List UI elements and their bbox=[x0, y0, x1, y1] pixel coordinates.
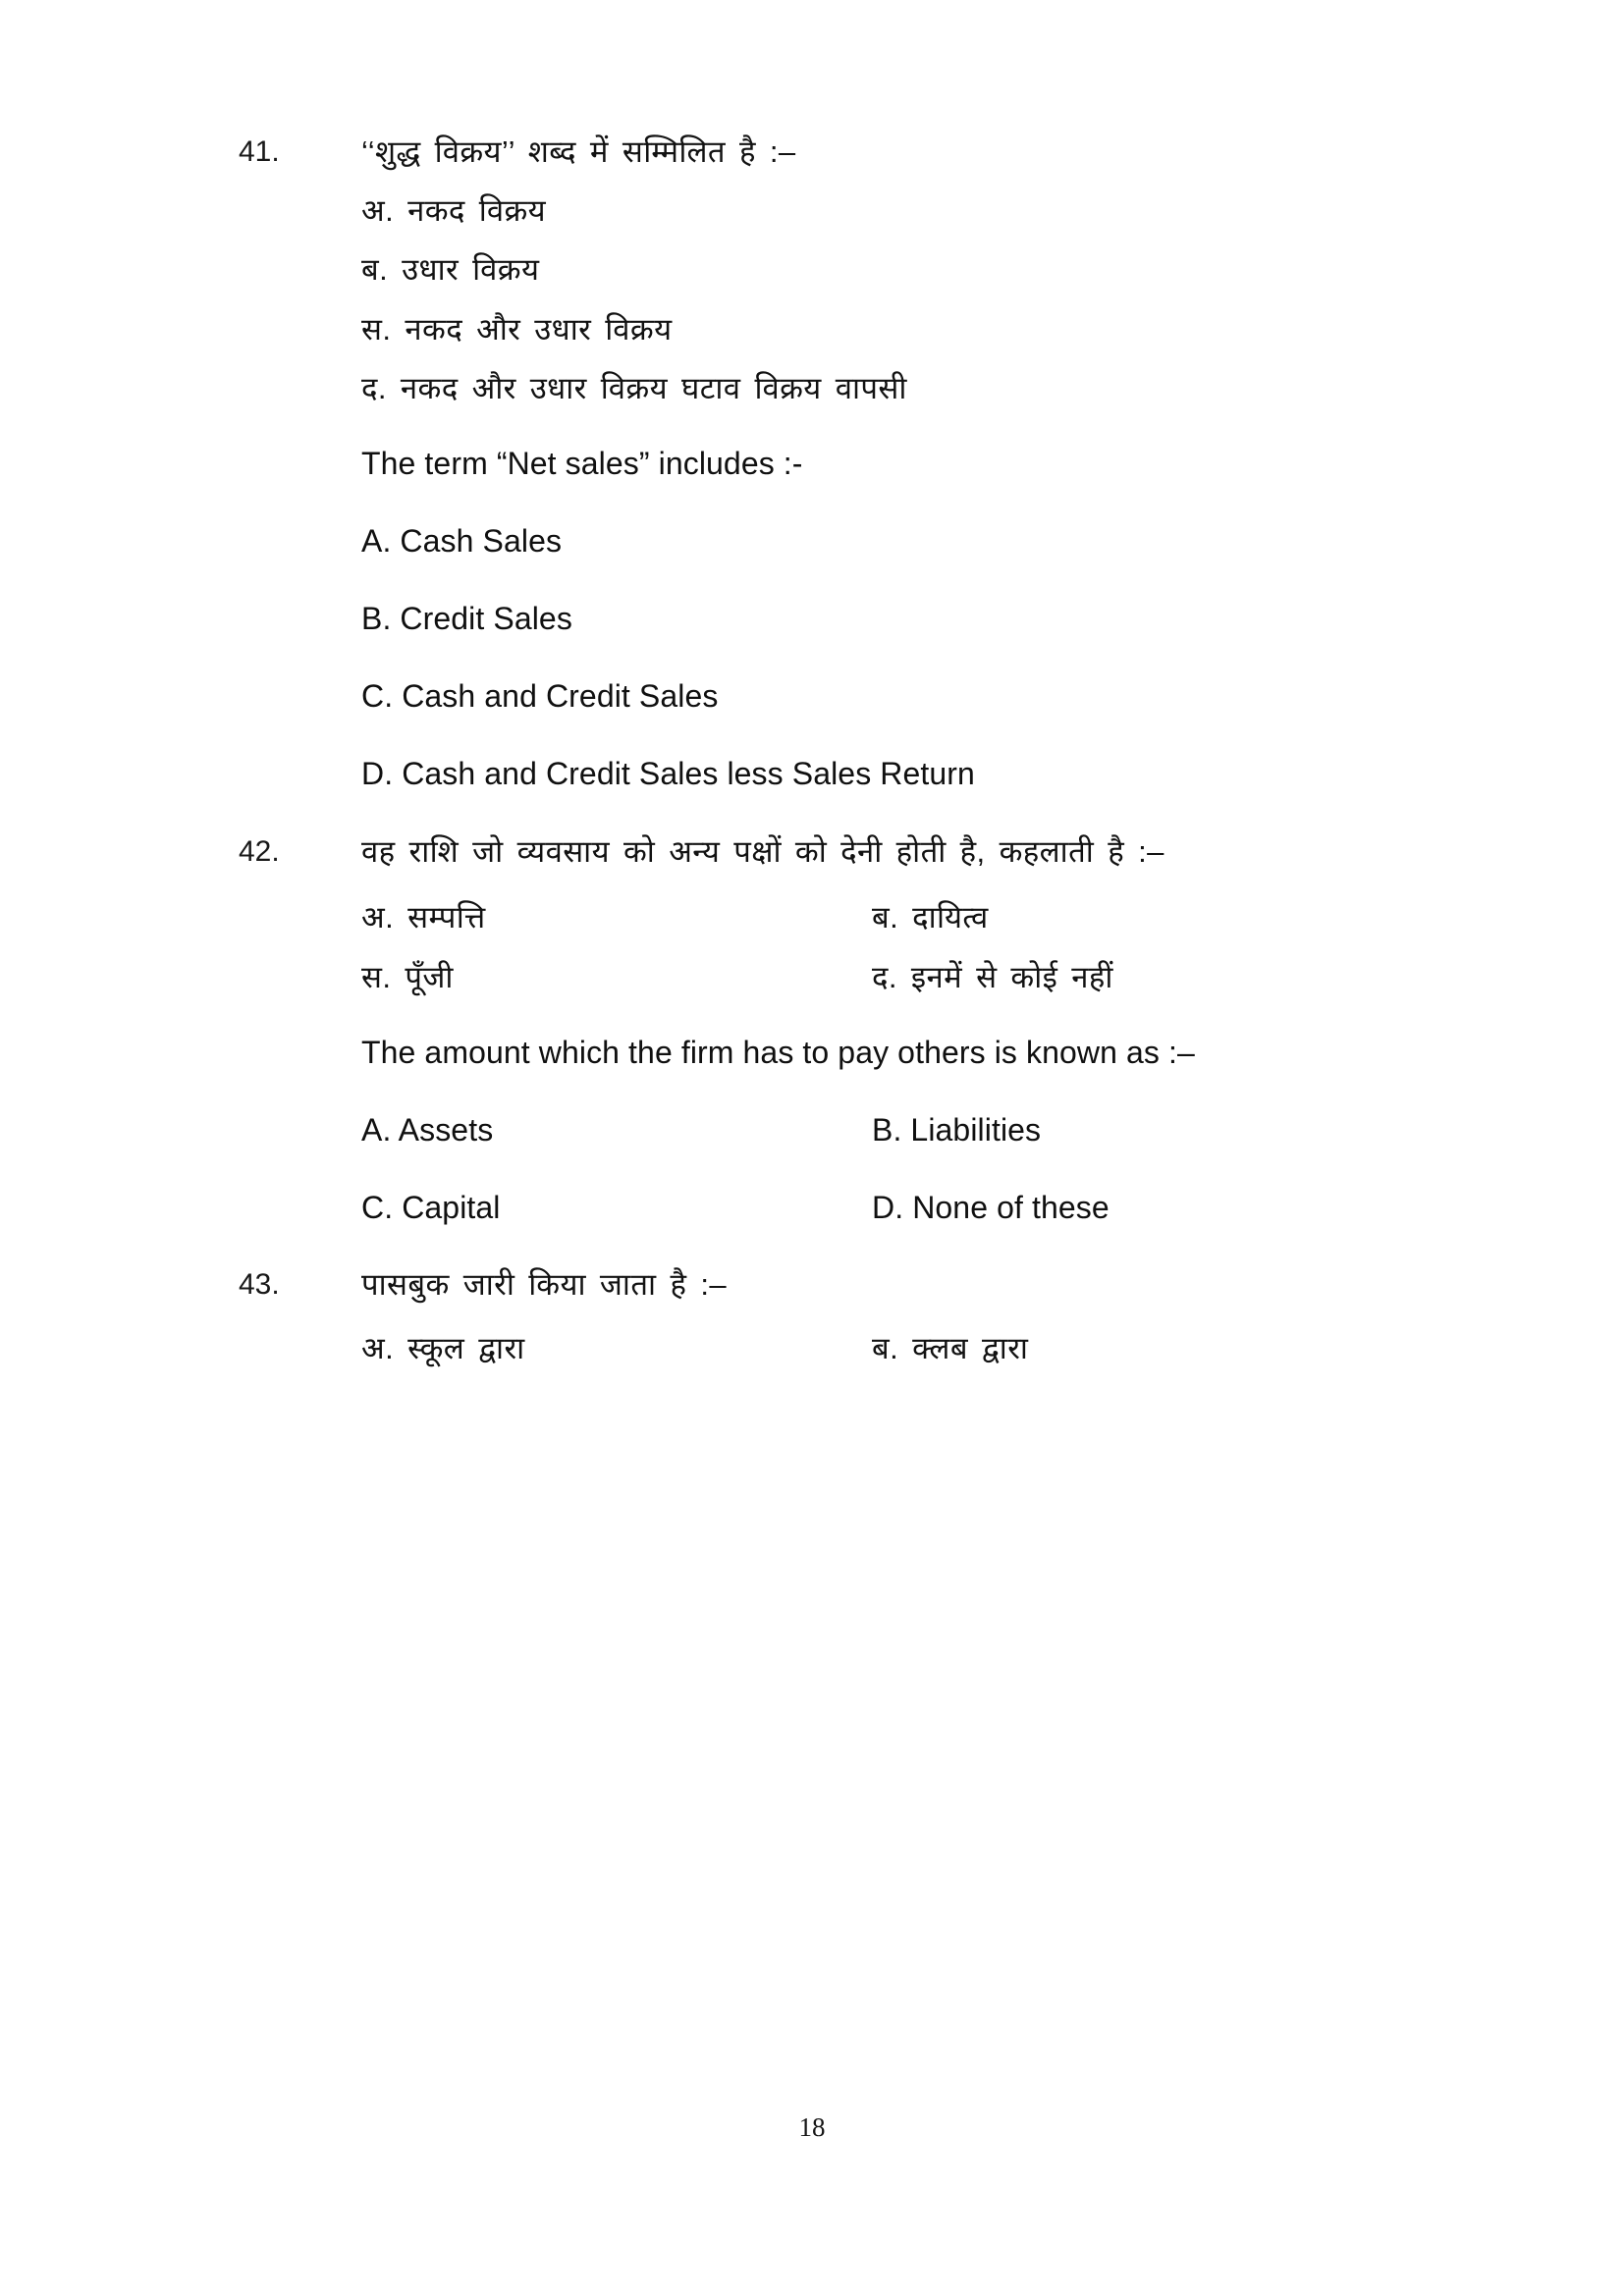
question-42-hindi-option-b: ब. दायित्व bbox=[872, 900, 989, 934]
question-42-english-option-b: B. Liabilities bbox=[872, 1112, 1042, 1148]
question-42-hindi-option-a: अ. सम्पत्ति bbox=[361, 900, 486, 934]
question-42-hindi-option-c: स. पूँजी bbox=[361, 960, 454, 994]
question-42-english-option-a: A. Assets bbox=[361, 1112, 494, 1148]
question-number-42: 42. bbox=[239, 835, 280, 868]
question-43-hindi-option-b: ब. क्लब द्वारा bbox=[872, 1331, 1029, 1365]
question-42-hindi-stem: वह राशि जो व्यवसाय को अन्य पक्षों को देनी होती है, कहलाती है :– bbox=[361, 834, 1164, 869]
question-41-english-option-a: A. Cash Sales bbox=[361, 523, 563, 559]
question-43-hindi-option-a: अ. स्कूल द्वारा bbox=[361, 1331, 525, 1365]
question-41-hindi-stem: ‘‘शुद्ध विक्रय’’ शब्द में सम्मिलित है :– bbox=[361, 134, 796, 169]
question-42-english-option-d: D. None of these bbox=[872, 1190, 1110, 1225]
question-42-hindi-option-d: द. इनमें से कोई नहीं bbox=[872, 960, 1113, 994]
question-41-english-option-c: C. Cash and Credit Sales bbox=[361, 678, 719, 714]
question-43-hindi-stem: पासबुक जारी किया जाता है :– bbox=[361, 1267, 727, 1302]
question-42-english-option-c: C. Capital bbox=[361, 1190, 501, 1225]
question-41-english-option-d: D. Cash and Credit Sales less Sales Return bbox=[361, 756, 975, 791]
question-41-hindi-option-b: ब. उधार विक्रय bbox=[361, 252, 540, 287]
question-41-hindi-option-d: द. नकद और उधार विक्रय घटाव विक्रय वापसी bbox=[361, 371, 907, 405]
page-number: 18 bbox=[798, 2112, 826, 2142]
question-41-english-stem: The term “Net sales” includes :- bbox=[361, 446, 803, 481]
question-number-43: 43. bbox=[239, 1268, 280, 1301]
question-42-english-stem: The amount which the firm has to pay others is known as :– bbox=[361, 1035, 1195, 1070]
question-41-english-option-b: B. Credit Sales bbox=[361, 601, 572, 636]
question-41-hindi-option-a: अ. नकद विक्रय bbox=[361, 193, 547, 228]
question-number-41: 41. bbox=[239, 135, 280, 168]
question-41-hindi-option-c: स. नकद और उधार विक्रय bbox=[361, 312, 673, 347]
